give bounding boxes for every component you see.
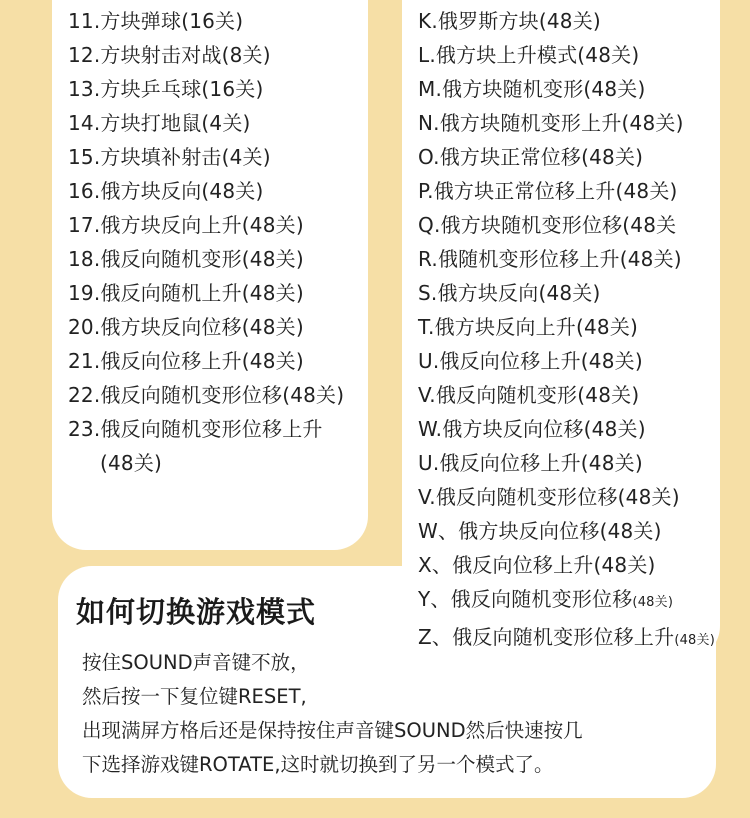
howto-line: 出现满屏方格后还是保持按住声音键SOUND然后快速按几 [82, 719, 583, 742]
list-item: 18.俄反向随机变形(48关) [68, 247, 304, 271]
list-item: P.俄方块正常位移上升(48关) [418, 179, 678, 203]
list-item: 20.俄方块反向位移(48关) [68, 315, 304, 339]
list-item: R.俄随机变形位移上升(48关) [418, 247, 682, 271]
list-item [418, 620, 715, 658]
list-item: 11.方块弹球(16关) [68, 9, 244, 33]
howto-title: 如何切换游戏模式 [76, 595, 317, 629]
list-item: T.俄方块反向上升(48关) [418, 315, 639, 339]
list-item: 22.俄反向随机变形位移(48关) [68, 383, 345, 407]
list-item: O.俄方块正常位移(48关) [418, 145, 644, 169]
list-item: 21.俄反向位移上升(48关) [68, 349, 304, 373]
list-item: U.俄反向位移上升(48关) [418, 349, 643, 373]
howto-line: 下选择游戏键ROTATE,这时就切换到了另一个模式了。 [82, 753, 554, 776]
list-item: K.俄罗斯方块(48关) [418, 9, 601, 33]
list-item: L.俄方块上升模式(48关) [418, 43, 640, 67]
list-item: 14.方块打地鼠(4关) [68, 111, 251, 135]
list-item-suffix: (48关) [632, 595, 674, 610]
howto-line: 然后按一下复位键RESET, [82, 685, 307, 708]
list-item: V.俄反向随机变形(48关) [418, 383, 640, 407]
list-item-main: Z、俄反向随机变形位移上升 [418, 625, 675, 649]
list-item-continuation: (48关) [100, 451, 163, 475]
howto-line: 按住SOUND声音键不放， [82, 651, 310, 674]
left-mode-list [68, 4, 344, 480]
list-item: V.俄反向随机变形位移(48关) [418, 485, 680, 509]
list-item: X、俄反向位移上升(48关) [418, 553, 656, 577]
list-item: W.俄方块反向位移(48关) [418, 417, 646, 441]
list-item: U.俄反向位移上升(48关) [418, 451, 643, 475]
right-mode-list [418, 4, 715, 658]
list-item-suffix: (48关) [674, 633, 715, 648]
list-item [418, 582, 715, 620]
list-item: 23.俄反向随机变形位移上升 [68, 417, 323, 441]
list-item: 12.方块射击对战(8关) [68, 43, 271, 67]
list-item: W、俄方块反向位移(48关) [418, 519, 662, 543]
list-item: 17.俄方块反向上升(48关) [68, 213, 304, 237]
list-item: 15.方块填补射击(4关) [68, 145, 271, 169]
list-item: Q.俄方块随机变形位移(48关 [418, 213, 677, 237]
list-item: S.俄方块反向(48关) [418, 281, 601, 305]
list-item: 16.俄方块反向(48关) [68, 179, 264, 203]
list-item: N.俄方块随机变形上升(48关) [418, 111, 684, 135]
list-item-main: Y、俄反向随机变形位移 [418, 587, 633, 611]
list-item: M.俄方块随机变形(48关) [418, 77, 646, 101]
list-item: 19.俄反向随机上升(48关) [68, 281, 304, 305]
list-item: 13.方块乒乓球(16关) [68, 77, 264, 101]
